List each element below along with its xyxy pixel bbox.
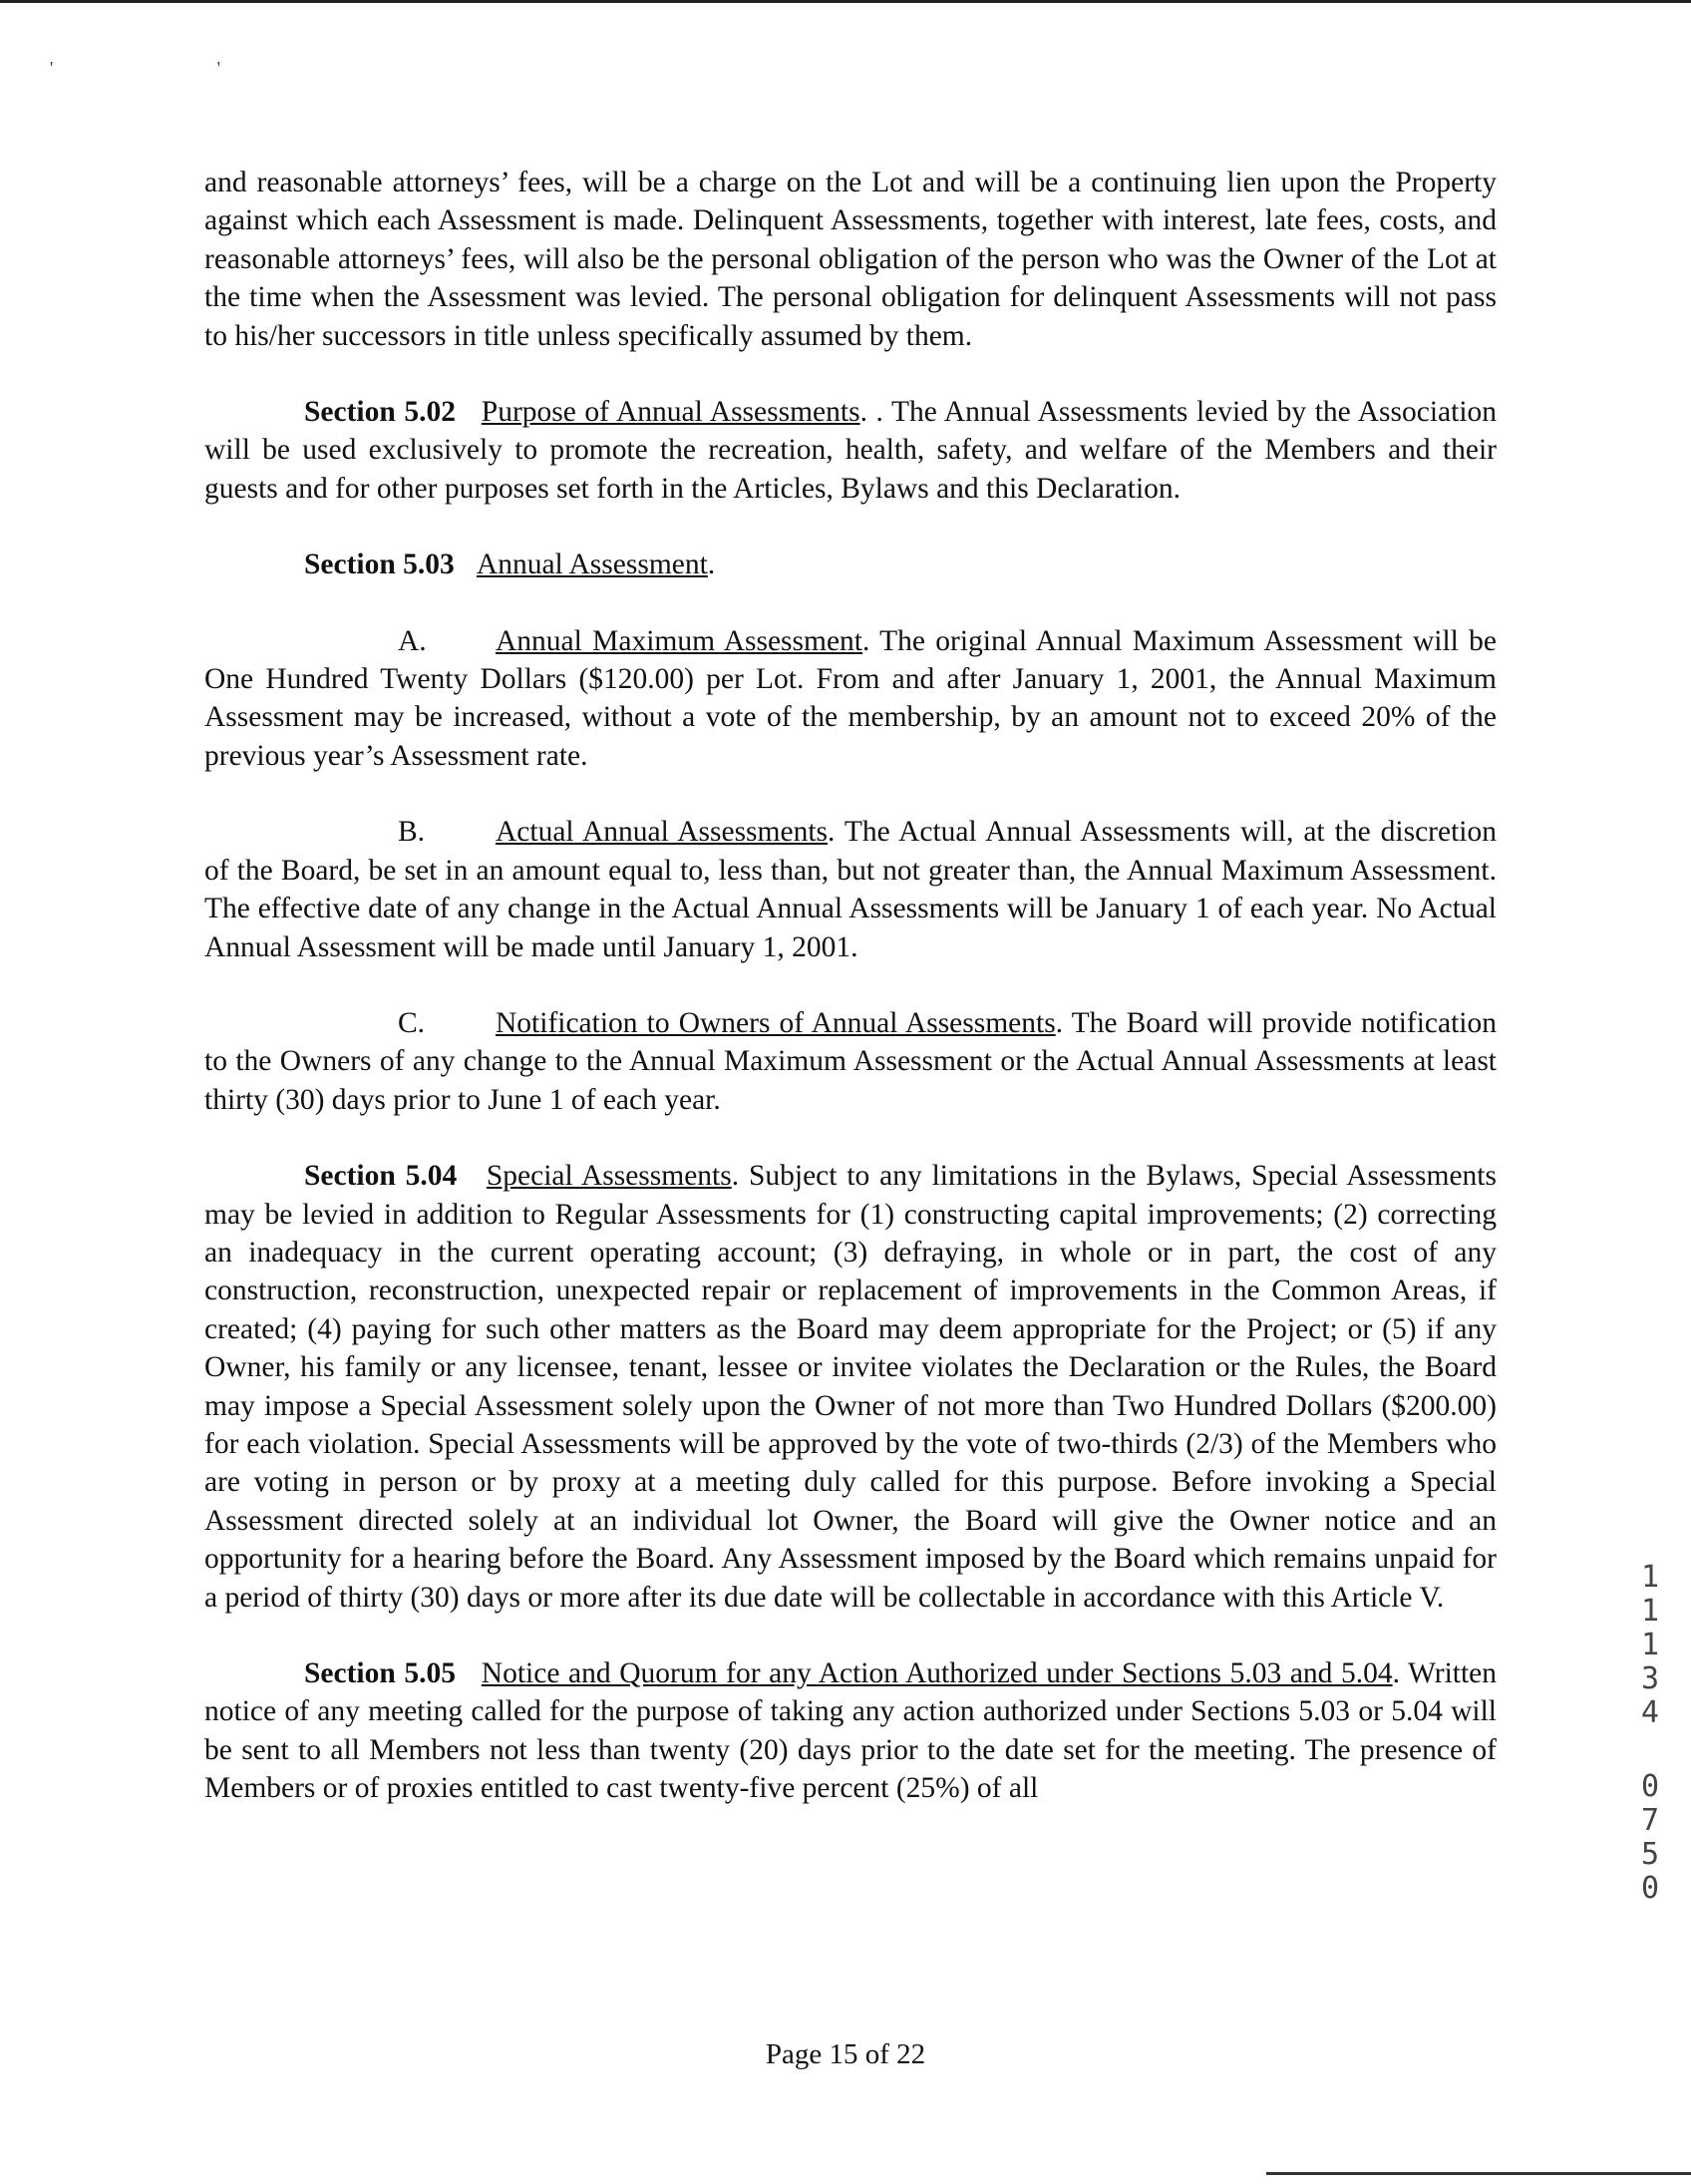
stamp-digit: 1 [1640,1594,1660,1629]
item-b-body: . The Actual Annual Assessments will, at the discretion of the Board, be set in an amount equal to, less than, but not greater than, the Annual Maximum Assessment. The effective date of any change in the Actual Annual Assessments will be January 1 of each year. No Actual Annual Assessment will be made until January 1, 2001. [204,816,1497,963]
section-5-03-a [204,622,1497,776]
section-5-03-c [204,1004,1497,1119]
section-5-02-title: Purpose of Annual Assessments [481,396,860,429]
section-5-05 [204,1654,1497,1808]
section-5-04-heading: Section 5.04 [304,1160,458,1193]
stamp-digit: 1 [1640,1560,1660,1595]
section-5-05-title: Notice and Quorum for any Action Authorized under Sections 5.03 and 5.04 [481,1657,1393,1689]
section-5-04-title: Special Assessments [486,1160,732,1193]
section-5-04 [204,1157,1497,1617]
section-5-02-body: The Annual Assessments levied by the Association will be used exclusively to promote the recreation, health, safety, and welfare of the Members and their guests and for other purposes set forth in the Articles, Bylaws and this Declaration. [204,396,1498,505]
item-a-body: . The original Annual Maximum Assessment will be One Hundred Twenty Dollars ($120.00) per Lot. From and after January 1, 2001, the Annual Maximum Assessment may be increased, without a vote of the membership, by an amount not to exceed 20% of the previous year’s Assessment rate. [204,624,1497,772]
document-body [204,164,1497,1808]
item-a-letter: A. [398,624,427,657]
stamp-digit: 5 [1640,1837,1660,1872]
stamp-digit: 4 [1640,1695,1660,1730]
item-c-title: Notification to Owners of Annual Assessments [496,1006,1056,1039]
section-5-03-title: Annual Assessment [476,548,708,581]
stamp-spacer [1635,1730,1665,1770]
recording-stamp [1635,1561,1665,1906]
section-5-04-body: . Subject to any limitations in the Bylaws, Special Assessments may be levied in addition to Regular Assessments for (1) constructing capital improvements; (2) correcting an inadequacy in the current operating account; (3) defraying, in whole or in part, the cost of any construction, reconstruction, unexpected repair or replacement of improvements in the Common Areas, if created; (4) paying for such other matters as the Board may deem appropriate for the Project; or (5) if any Owner, his family or any licensee, tenant, lessee or invitee violates the Declaration or the Rules, the Board may impose a Special Assessment solely upon the Owner of not more than Two Hundred Dollars ($200.00) for each violation. Special Assessments will be approved by the vote of two-thirds (2/3) of the Members who are voting in person or by proxy at a meeting duly called for this purpose. Before invoking a Special Assessment directed solely at an individual lot Owner, the Board will give the Owner notice and an opportunity for a hearing before the Board. Any Assessment imposed by the Board which remains unpaid for a period of thirty (30) days or more after its due date will be collectable in accordance with this Article V. [204,1160,1497,1614]
bottom-border-line [1266,2172,1691,2175]
stamp-digit: 3 [1640,1661,1660,1696]
item-c-letter: C. [398,1006,426,1039]
section-5-02-title-punct: . . [859,396,883,429]
section-5-02-heading: Section 5.02 [304,396,456,429]
stamp-digit: 7 [1640,1803,1660,1838]
top-border-line [0,0,1691,3]
item-a-title: Annual Maximum Assessment [496,624,862,657]
section-5-03 [204,546,1497,583]
intro-paragraph: and reasonable attorneys’ fees, will be a charge on the Lot and will be a continuing lien upon the Property against which each Assessment is made. Delinquent Assessments, together with interest, late fees, costs, and reasonable attorneys’ fees, will also be the personal obligation of the person who was the Owner of the Lot at the time when the Assessment was levied. The personal obligation for delinquent Assessments will not pass to his/her successors in title unless specifically assumed by them. [204,167,1497,352]
stray-marks: ' ' [50,58,300,78]
section-5-03-title-punct: . [707,548,716,581]
section-5-02 [204,393,1497,508]
stamp-digit: 1 [1640,1628,1660,1662]
section-5-03-heading: Section 5.03 [304,548,455,581]
stamp-digit: 0 [1640,1769,1660,1804]
section-5-05-body: . Written notice of any meeting called for the purpose of taking any action authorized under Sections 5.03 or 5.04 will be sent to all Members not less than twenty (20) days prior to the date set for the meeting. The presence of Members or of proxies entitled to cast twenty-five percent (25%) of all [204,1657,1497,1805]
item-b-title: Actual Annual Assessments [496,816,828,849]
stamp-digit: 0 [1640,1871,1660,1906]
item-b-letter: B. [398,816,426,849]
page-number-footer: Page 15 of 22 [765,2038,926,2070]
item-c-body: . The Board will provide notification to the Owners of any change to the Annual Maximum Assessment or the Actual Annual Assessments at least thirty (30) days prior to June 1 of each year. [204,1006,1497,1116]
section-5-03-b [204,813,1497,966]
section-5-05-heading: Section 5.05 [304,1657,456,1689]
